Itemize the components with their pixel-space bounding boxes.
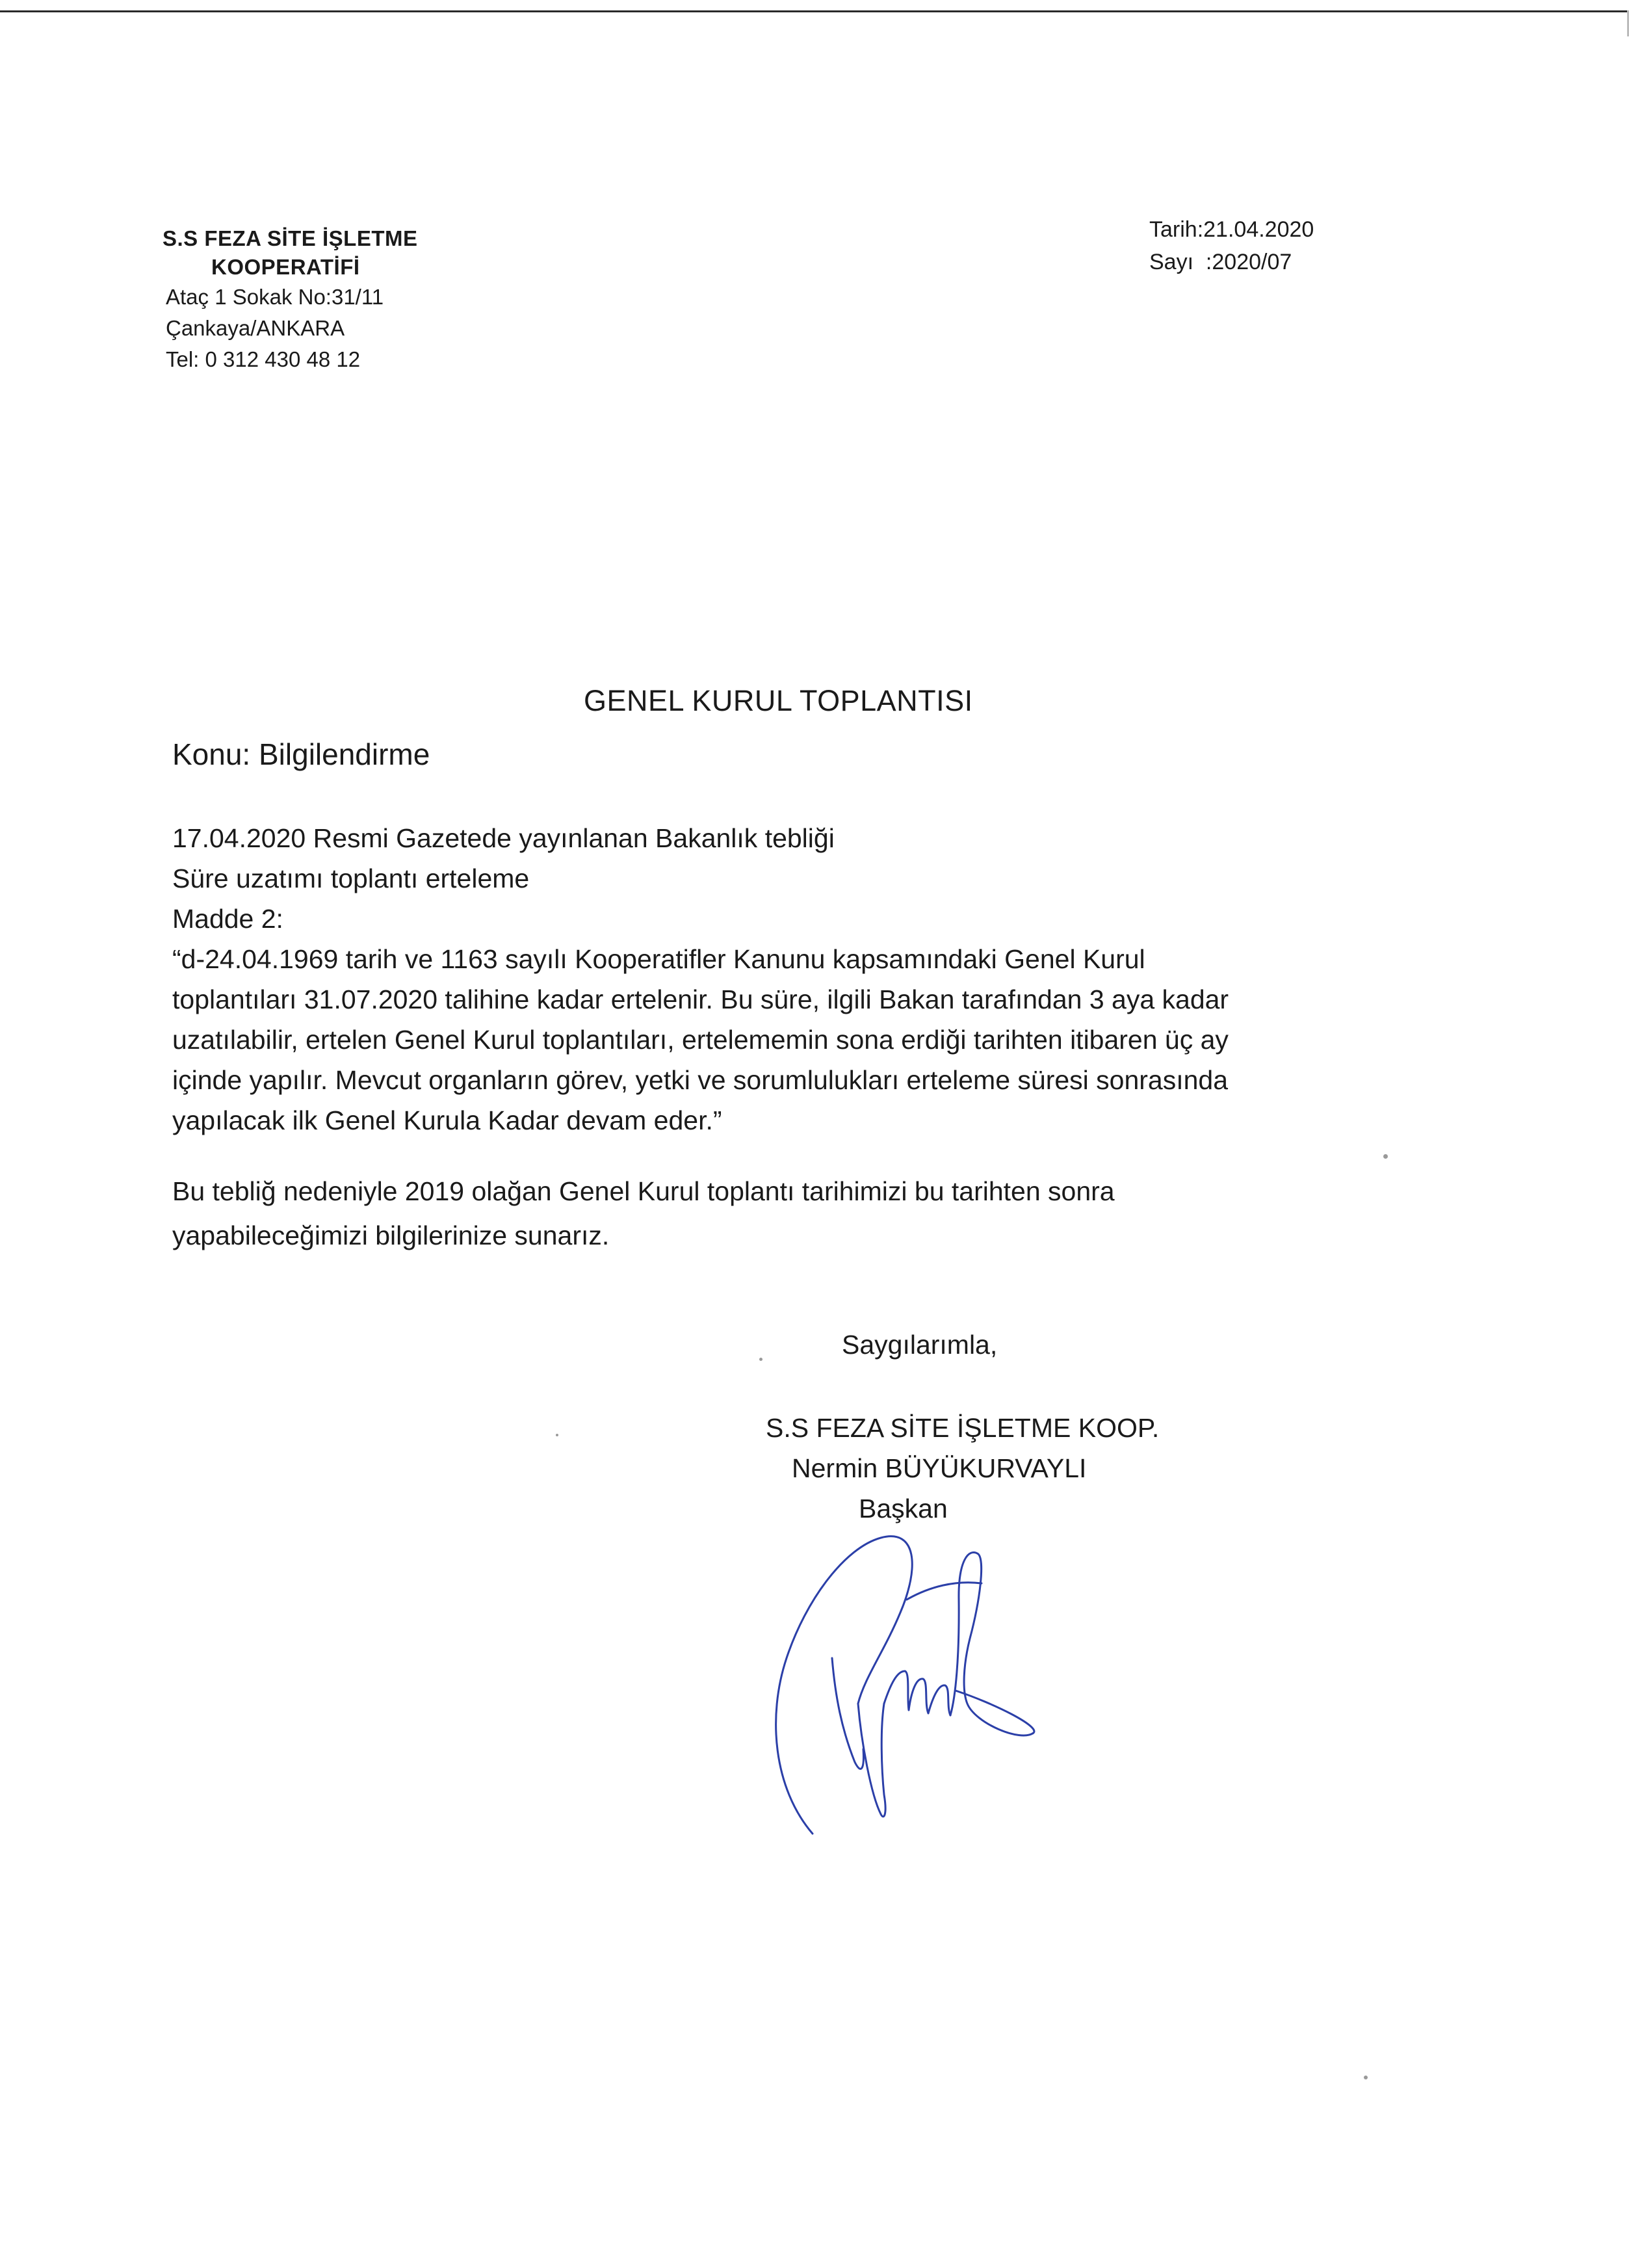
sender-phone: Tel: 0 312 430 48 12 xyxy=(166,347,361,371)
body-line: Madde 2: xyxy=(172,904,283,934)
scan-top-border xyxy=(0,10,1629,12)
scan-speck xyxy=(759,1358,762,1361)
sender-org-name: S.S FEZA SİTE İŞLETME xyxy=(163,226,418,250)
closing-paragraph xyxy=(172,1169,1115,1258)
sender-address-city: Çankaya/ANKARA xyxy=(166,316,345,340)
body-line: Süre uzatımı toplantı erteleme xyxy=(172,864,530,893)
document-title: GENEL KURUL TOPLANTISI xyxy=(584,684,973,717)
signatory-role: Başkan xyxy=(859,1494,948,1523)
sender-org-name-cont: KOOPERATİFİ xyxy=(211,255,360,279)
body-line: toplantıları 31.07.2020 talihine kadar ertelenir. Bu süre, ilgili Bakan tarafından 3 aya kadar xyxy=(172,984,1229,1014)
sender-block xyxy=(163,224,501,375)
document-subject: Konu: Bilgilendirme xyxy=(172,737,430,771)
body-line: “d-24.04.1969 tarih ve 1163 sayılı Kooperatifler Kanunu kapsamındaki Genel Kurul xyxy=(172,944,1145,974)
signatory-name: Nermin BÜYÜKURVAYLI xyxy=(792,1453,1087,1483)
closing-line: Bu tebliğ nedeniyle 2019 olağan Genel Kurul toplantı tarihimizi bu tarihten sonra xyxy=(172,1176,1115,1206)
document-date: Tarih:21.04.2020 xyxy=(1149,217,1314,242)
body-line: 17.04.2020 Resmi Gazetede yayınlanan Bakanlık tebliği xyxy=(172,823,835,853)
body-line: uzatılabilir, ertelen Genel Kurul toplantıları, ertelememin sona erdiği tarihten itibaren üç ay xyxy=(172,1025,1229,1055)
body-line: yapılacak ilk Genel Kurula Kadar devam eder.” xyxy=(172,1105,722,1135)
document-number: Sayı :2020/07 xyxy=(1149,250,1292,274)
handwritten-signature xyxy=(761,1509,1073,1860)
signoff: Saygılarımla, xyxy=(842,1330,998,1360)
scan-speck xyxy=(1383,1154,1388,1159)
closing-line: yapabileceğimizi bilgilerinize sunarız. xyxy=(172,1220,610,1250)
body-text xyxy=(172,818,1342,1141)
reference-block xyxy=(1149,213,1314,278)
body-line: içinde yapılır. Mevcut organların görev, yetki ve sorumlulukları erteleme süresi sonrasında xyxy=(172,1065,1229,1095)
sender-address-street: Ataç 1 Sokak No:31/11 xyxy=(166,285,384,309)
scan-speck xyxy=(1364,2076,1368,2079)
signatory-org: S.S FEZA SİTE İŞLETME KOOP. xyxy=(766,1413,1160,1443)
scan-speck xyxy=(556,1434,558,1436)
